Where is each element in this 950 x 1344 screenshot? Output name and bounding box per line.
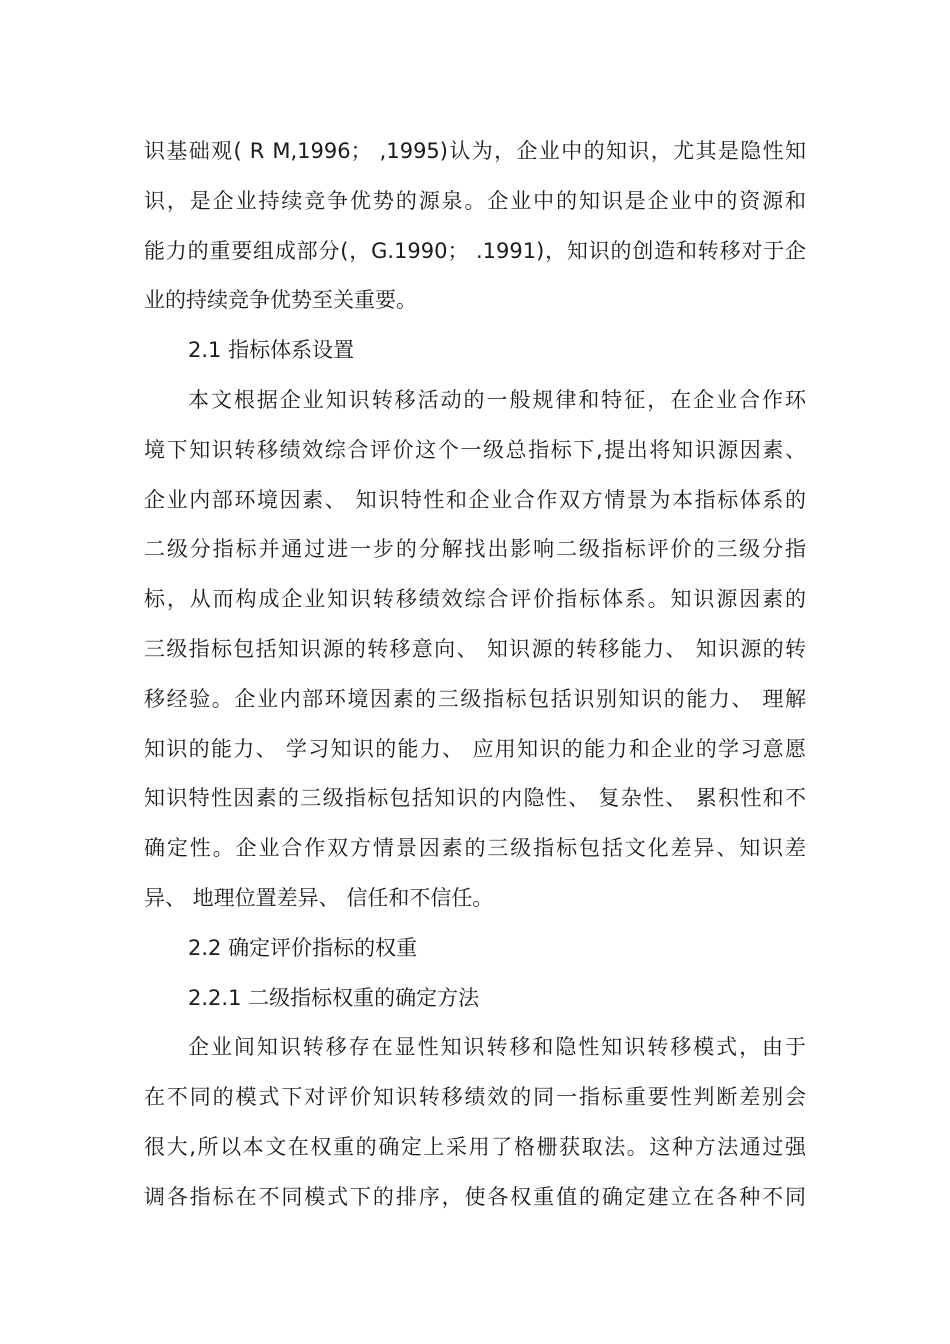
paragraph-line: 知识的能力、 学习知识的能力、 应用知识的能力和企业的学习意愿 (144, 736, 806, 761)
section-heading: 2.2 确定评价指标的权重 (188, 935, 418, 960)
paragraph-line: 能力的重要组成部分(，G.1990； .1991)，知识的创造和转移对于企 (144, 238, 806, 263)
paragraph-line: 确定性。企业合作双方情景因素的三级指标包括文化差异、知识差 (144, 836, 806, 861)
paragraph-line: 移经验。企业内部环境因素的三级指标包括识别知识的能力、 理解 (144, 686, 806, 711)
document-body (144, 127, 806, 1223)
paragraph-line: 本文根据企业知识转移活动的一般规律和特征，在企业合作环 (188, 387, 806, 412)
paragraph-line: 二级分指标并通过进一步的分解找出影响二级指标评价的三级分指 (144, 537, 806, 562)
paragraph-line: 识，是企业持续竞争优势的源泉。企业中的知识是企业中的资源和 (144, 188, 806, 213)
paragraph-line: 业的持续竞争优势至关重要。 (144, 288, 417, 313)
paragraph-line: 企业间知识转移存在显性知识转移和隐性知识转移模式，由于 (188, 1035, 806, 1060)
paragraph-line: 在不同的模式下对评价知识转移绩效的同一指标重要性判断差别会 (144, 1085, 806, 1110)
paragraph-line: 企业内部环境因素、 知识特性和企业合作双方情景为本指标体系的 (144, 487, 806, 512)
paragraph-line: 标，从而构成企业知识转移绩效综合评价指标体系。知识源因素的 (144, 587, 806, 612)
paragraph-line: 三级指标包括知识源的转移意向、 知识源的转移能力、 知识源的转 (144, 636, 806, 661)
paragraph-line: 境下知识转移绩效综合评价这个一级总指标下,提出将知识源因素、 (144, 437, 806, 462)
paragraph-line: 很大,所以本文在权重的确定上采用了格栅获取法。这种方法通过强 (144, 1134, 806, 1159)
paragraph-line: 调各指标在不同模式下的排序，使各权重值的确定建立在各种不同 (144, 1184, 806, 1209)
paragraph-line: 异、 地理位置差异、 信任和不信任。 (144, 885, 494, 910)
subsection-heading: 2.2.1 二级指标权重的确定方法 (188, 985, 480, 1010)
section-heading: 2.1 指标体系设置 (188, 338, 355, 363)
paragraph-line: 识基础观( R M,1996； ,1995)认为，企业中的知识，尤其是隐性知 (144, 139, 806, 163)
paragraph-line: 知识特性因素的三级指标包括知识的内隐性、 复杂性、 累积性和不 (144, 786, 806, 811)
